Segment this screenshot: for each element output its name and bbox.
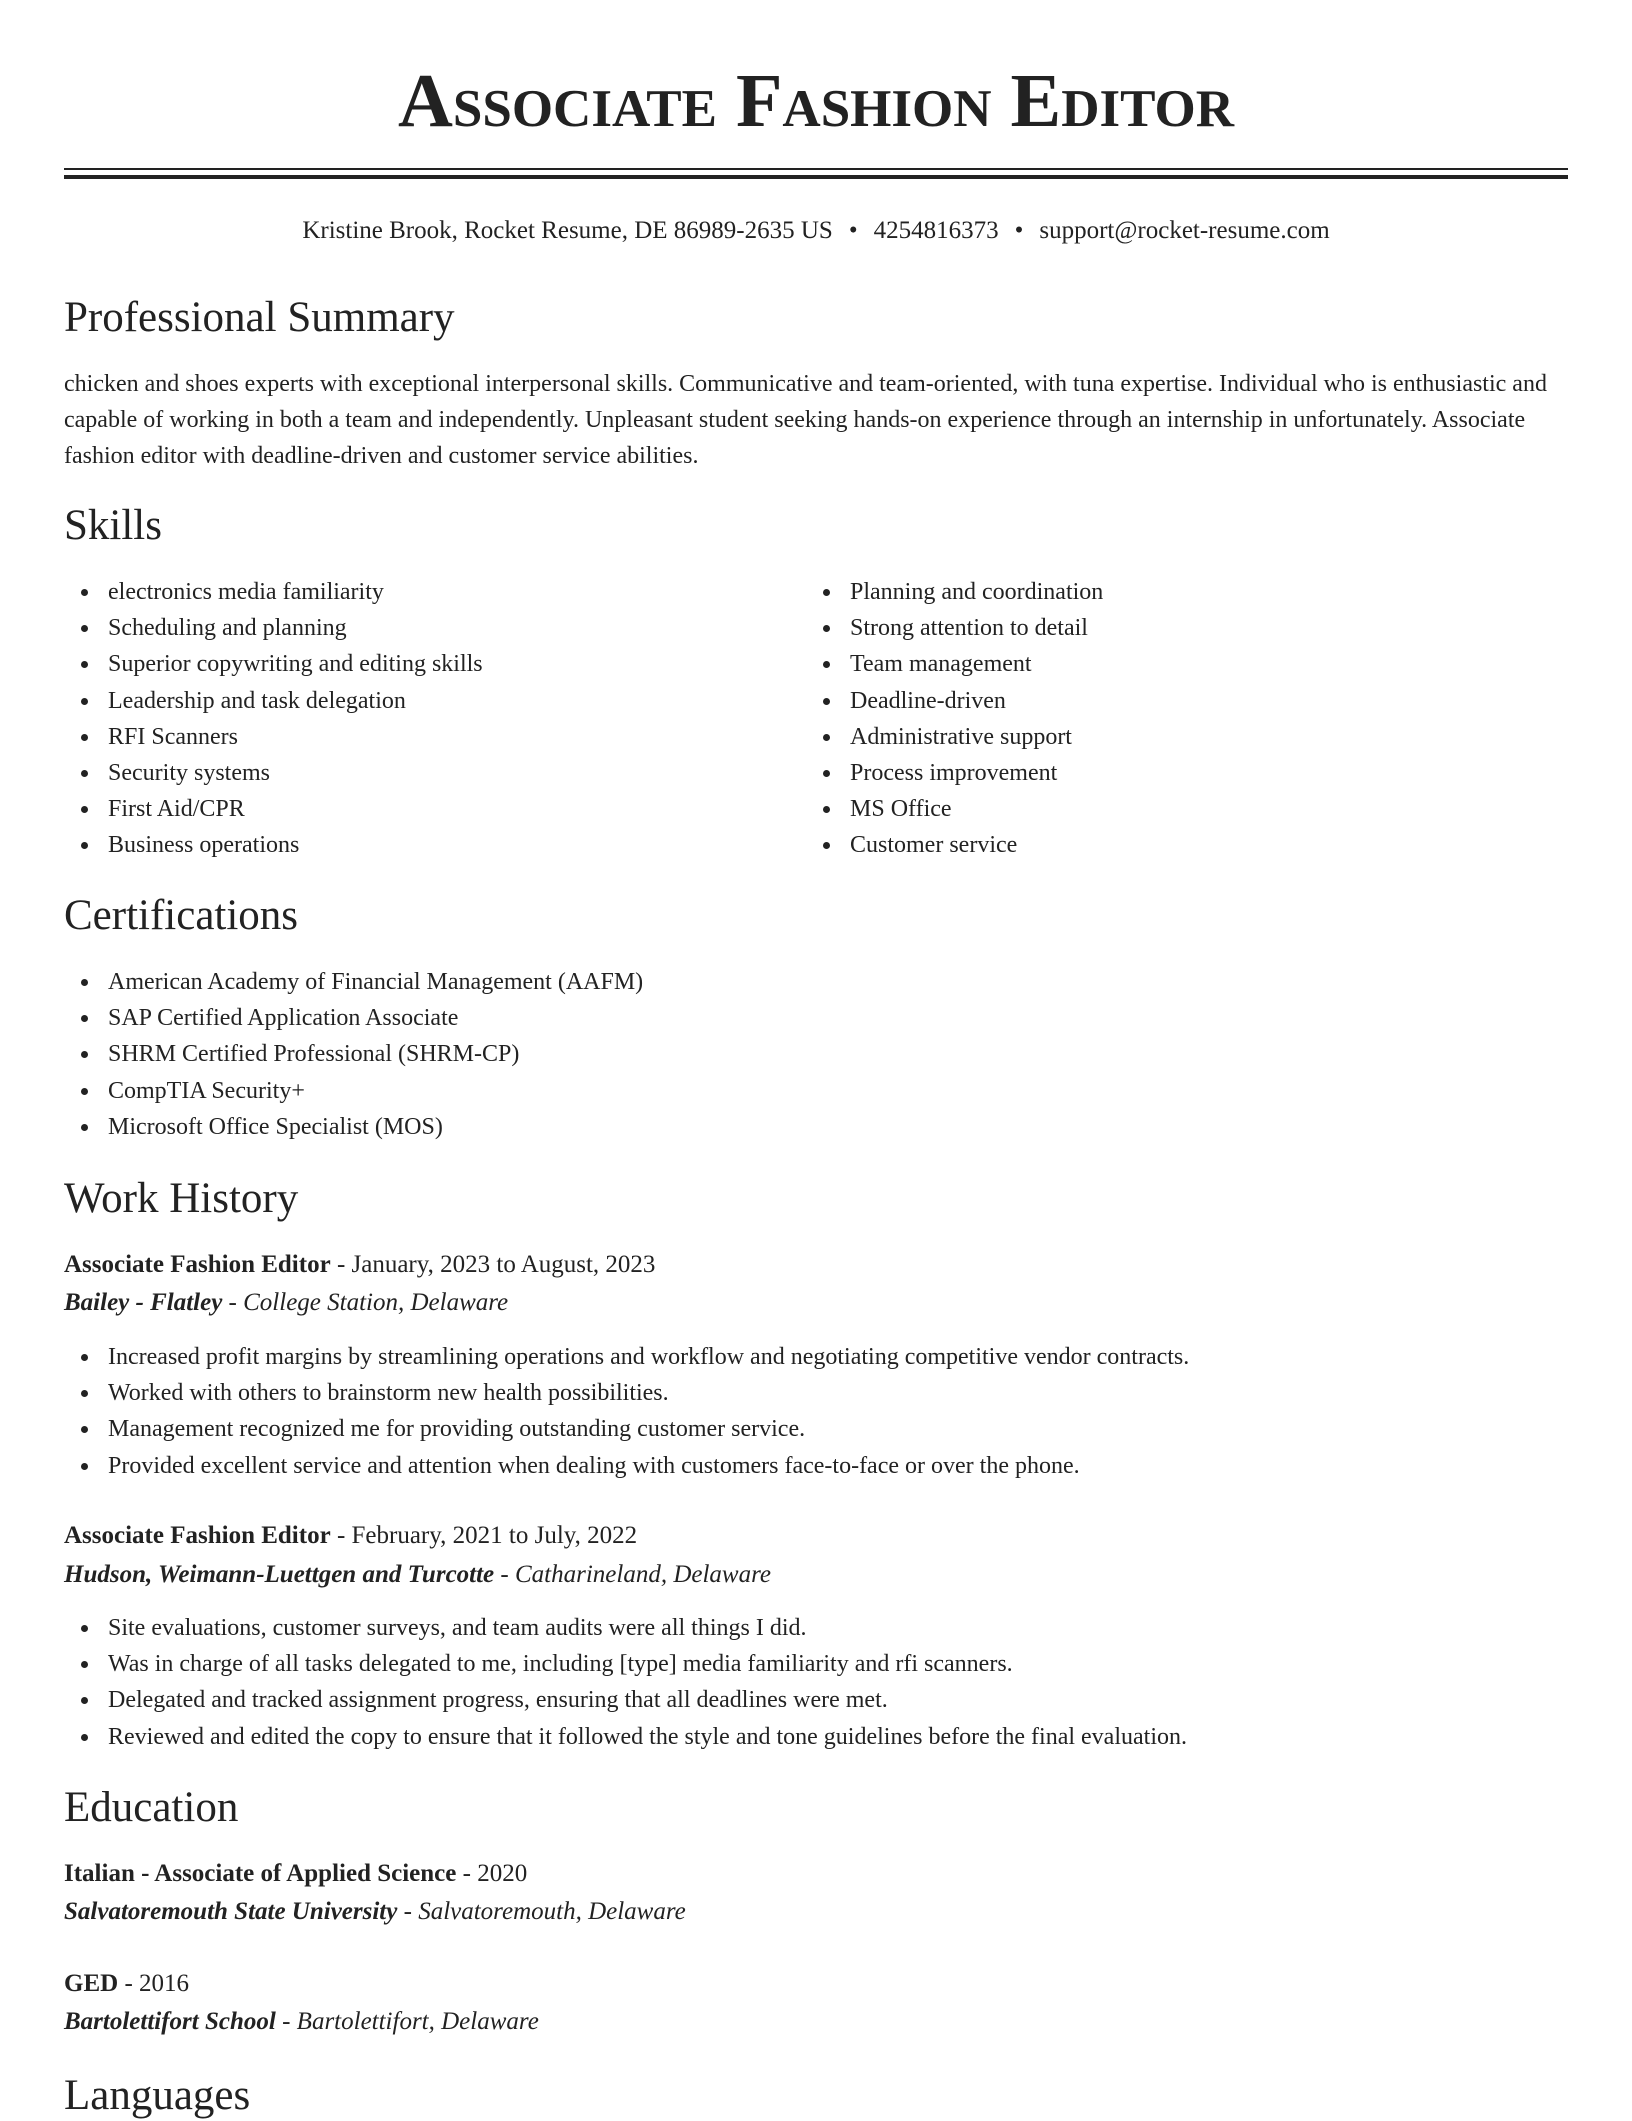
certification-item: American Academy of Financial Management (AAFM)	[64, 964, 1464, 1000]
title-divider-thick	[64, 175, 1568, 179]
contact-email: support@rocket-resume.com	[1039, 217, 1330, 244]
title-divider-thin	[64, 168, 1568, 170]
education-degree-line: Italian - Associate of Applied Science - 2020	[64, 1860, 528, 1887]
education-school: Salvatoremouth State University	[64, 1898, 398, 1925]
education-degree: GED	[64, 1970, 119, 1997]
education-heading: Education	[64, 1784, 239, 1831]
job-role: Associate Fashion Editor	[64, 1522, 331, 1549]
contact-line	[0, 214, 1632, 248]
contact-phone: 4254816373	[873, 217, 999, 244]
education-school-line: Salvatoremouth State University - Salvatoremouth, Delaware	[64, 1898, 686, 1925]
skill-item: Customer service	[806, 827, 1506, 863]
certifications-list	[64, 964, 1464, 1145]
resume-title: Associate Fashion Editor	[397, 59, 1234, 143]
education-year: 2020	[477, 1860, 528, 1887]
job-bullet: Worked with others to brainstorm new health possibilities.	[64, 1375, 1564, 1411]
job-company-line: Bailey - Flatley - College Station, Delaware	[64, 1289, 509, 1316]
skill-item: electronics media familiarity	[64, 574, 764, 610]
skill-item: Deadline-driven	[806, 683, 1506, 719]
job-company-line: Hudson, Weimann-Luettgen and Turcotte - Catharineland, Delaware	[64, 1561, 771, 1588]
summary-text: chicken and shoes experts with exceptional interpersonal skills. Communicative and team-oriented, with tuna expertise. Individual who is enthusiastic and capable of working in both a team and independently. Unpleasant student seeking hands-on experience through an internship in unfortunately. Associate fashion editor with deadline-driven and customer service abilities.	[64, 371, 1547, 469]
separator-dot: •	[848, 217, 858, 244]
job-location: College Station, Delaware	[243, 1289, 509, 1316]
contact-address: Kristine Brook, Rocket Resume, DE 86989-2635 US	[302, 217, 833, 244]
job-bullet: Increased profit margins by streamlining operations and workflow and negotiating competitive vendor contracts.	[64, 1339, 1564, 1375]
certification-item: Microsoft Office Specialist (MOS)	[64, 1109, 1464, 1145]
education-location: Bartolettifort, Delaware	[296, 2008, 539, 2035]
skill-item: Security systems	[64, 755, 764, 791]
education-school-line: Bartolettifort School - Bartolettifort, Delaware	[64, 2008, 539, 2035]
summary-heading: Professional Summary	[64, 294, 455, 341]
job-title-line: Associate Fashion Editor - February, 2021 to July, 2022	[64, 1522, 638, 1549]
skills-list-right	[806, 574, 1506, 864]
skill-item: RFI Scanners	[64, 719, 764, 755]
job-company: Bailey - Flatley	[64, 1289, 223, 1316]
skill-item: Superior copywriting and editing skills	[64, 646, 764, 682]
job-dates: January, 2023 to August, 2023	[351, 1251, 656, 1278]
job-bullet: Provided excellent service and attention when dealing with customers face-to-face or over the phone.	[64, 1448, 1564, 1484]
education-location: Salvatoremouth, Delaware	[418, 1898, 686, 1925]
education-degree-line: GED - 2016	[64, 1970, 190, 1997]
skills-heading: Skills	[64, 502, 162, 549]
skill-item: Scheduling and planning	[64, 610, 764, 646]
job-title-line: Associate Fashion Editor - January, 2023 to August, 2023	[64, 1251, 656, 1278]
job-bullet: Reviewed and edited the copy to ensure that it followed the style and tone guidelines before the final evaluation.	[64, 1719, 1564, 1755]
job-location: Catharineland, Delaware	[514, 1561, 771, 1588]
job-dates: February, 2021 to July, 2022	[351, 1522, 638, 1549]
skill-item: First Aid/CPR	[64, 791, 764, 827]
skill-item: Business operations	[64, 827, 764, 863]
education-school: Bartolettifort School	[64, 2008, 276, 2035]
work-heading: Work History	[64, 1175, 299, 1222]
separator-dot: •	[1014, 217, 1024, 244]
skill-item: Strong attention to detail	[806, 610, 1506, 646]
skill-item: MS Office	[806, 791, 1506, 827]
skill-item: Administrative support	[806, 719, 1506, 755]
languages-heading: Languages	[64, 2072, 251, 2119]
certifications-heading: Certifications	[64, 892, 299, 939]
job-bullets	[64, 1339, 1564, 1484]
skill-item: Leadership and task delegation	[64, 683, 764, 719]
job-bullets	[64, 1610, 1564, 1755]
certification-item: SHRM Certified Professional (SHRM-CP)	[64, 1036, 1464, 1072]
job-bullet: Delegated and tracked assignment progress, ensuring that all deadlines were met.	[64, 1682, 1564, 1718]
education-degree: Italian - Associate of Applied Science	[64, 1860, 457, 1887]
skill-item: Team management	[806, 646, 1506, 682]
job-company: Hudson, Weimann-Luettgen and Turcotte	[64, 1561, 495, 1588]
certification-item: CompTIA Security+	[64, 1073, 1464, 1109]
job-bullet: Site evaluations, customer surveys, and team audits were all things I did.	[64, 1610, 1564, 1646]
job-role: Associate Fashion Editor	[64, 1251, 331, 1278]
skill-item: Planning and coordination	[806, 574, 1506, 610]
skill-item: Process improvement	[806, 755, 1506, 791]
job-bullet: Management recognized me for providing outstanding customer service.	[64, 1411, 1564, 1447]
education-year: 2016	[139, 1970, 190, 1997]
job-bullet: Was in charge of all tasks delegated to me, including [type] media familiarity and rfi scanners.	[64, 1646, 1564, 1682]
skills-list-left	[64, 574, 764, 864]
certification-item: SAP Certified Application Associate	[64, 1000, 1464, 1036]
